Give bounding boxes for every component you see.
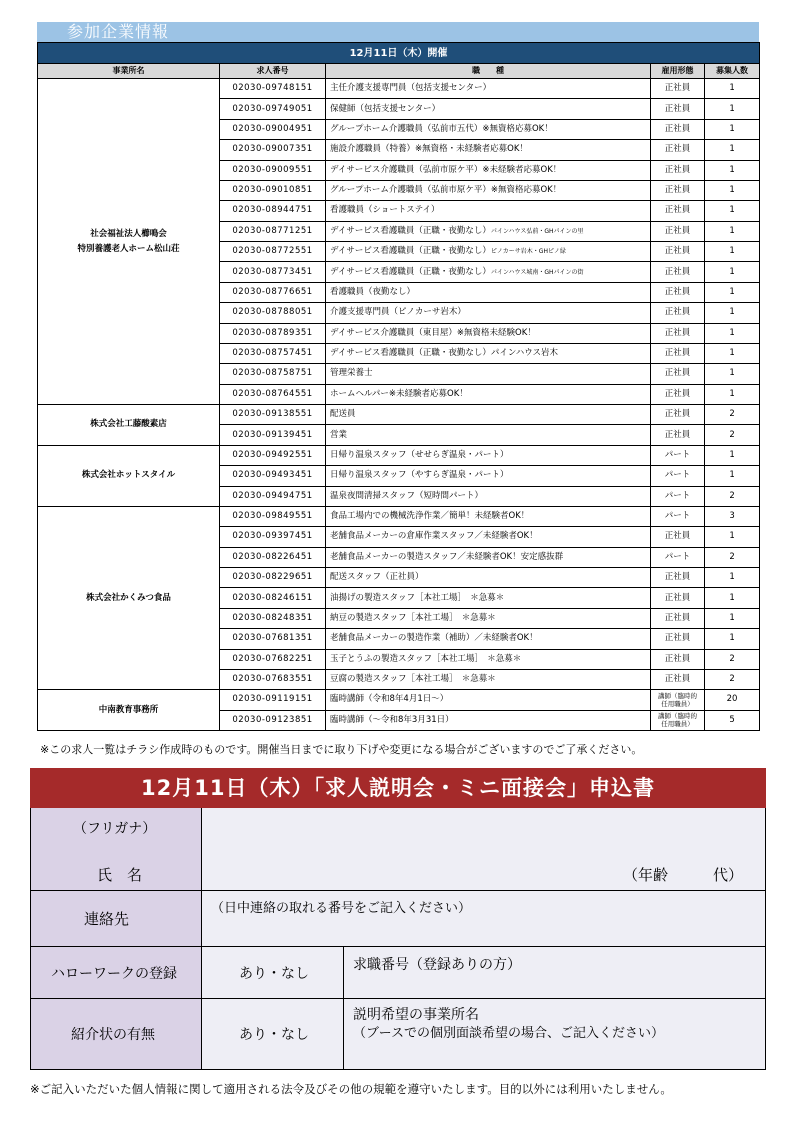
job-number: 02030-09849551 [220,506,326,526]
job-number: 02030-09007351 [220,140,326,160]
employment-type: 正社員 [651,384,705,404]
job-title: グループホーム介護職員（弘前市原ケ平）※無資格応募OK！ [330,185,562,196]
job-number: 02030-08758751 [220,364,326,384]
job-title: 老舗食品メーカーの製造作業（補助）／未経験者OK！ [330,633,538,644]
employment-type: 正社員 [651,303,705,323]
openings-count: 2 [705,669,760,689]
job-number: 02030-08776651 [220,282,326,302]
table-row [38,405,760,425]
job-title-cell [326,608,651,628]
job-title-cell [326,466,651,486]
job-number: 02030-08944751 [220,201,326,221]
job-number: 02030-08226451 [220,547,326,567]
employment-type: パート [651,466,705,486]
job-number: 02030-08248351 [220,608,326,628]
job-title-cell [326,160,651,180]
openings-count: 1 [705,568,760,588]
job-title: デイサービス看護職員（正職・夜勤なし） [330,266,491,277]
employment-type: 正社員 [651,201,705,221]
employment-type: 正社員 [651,629,705,649]
form-divider [343,946,344,1069]
col-header-job-number: 求人番号 [220,64,326,79]
employment-type: 正社員 [651,405,705,425]
job-title-cell [326,486,651,506]
job-title-cell [326,242,651,262]
job-title-cell [326,99,651,119]
referral-choice[interactable]: あり・なし [239,1027,309,1043]
table-row [38,506,760,526]
employment-type: 正社員 [651,99,705,119]
company-name: 株式会社ホットスタイル [38,445,220,506]
job-seeker-number-label: 求職番号（登録ありの方） [353,957,521,973]
job-number: 02030-08772551 [220,242,326,262]
furigana-label: （フリガナ） [73,821,157,837]
age-label: （年齢 代） [623,866,744,884]
job-title-cell [326,79,651,99]
job-title-cell [326,568,651,588]
openings-count: 5 [705,710,760,730]
job-title-cell [326,445,651,465]
job-title-cell [326,547,651,567]
job-title: 油揚げの製造スタッフ［本社工場］ ＊急募＊ [330,592,505,603]
job-title: 老舗食品メーカーの製造スタッフ／未経験者OK！安定感抜群 [330,551,564,562]
job-number: 02030-08764551 [220,384,326,404]
employment-type: 正社員 [651,119,705,139]
job-title: 日帰り温泉スタッフ（やすらぎ温泉・パート） [330,470,509,481]
job-number: 02030-07681351 [220,629,326,649]
job-title: 納豆の製造スタッフ［本社工場］ ＊急募＊ [330,612,496,623]
job-number: 02030-08789351 [220,323,326,343]
job-number: 02030-09004951 [220,119,326,139]
col-header-openings: 募集人数 [705,64,760,79]
openings-count: 2 [705,425,760,445]
company-name: 社会福祉法人櫛鳴会 特別養護老人ホーム松山荘 [38,79,220,405]
referral-label: 紹介状の有無 [71,1027,155,1043]
job-title-cell [326,180,651,200]
company-name: 中南教育事務所 [38,690,220,731]
job-title: 保健師（包括支援センター） [330,103,441,114]
job-location: パインハウス弘前・GHパインの里 [490,227,584,235]
openings-count: 1 [705,201,760,221]
job-number: 02030-09123851 [220,710,326,730]
form-divider [201,808,202,1069]
openings-count: 1 [705,303,760,323]
openings-count: 2 [705,649,760,669]
job-title-cell [326,527,651,547]
job-number: 02030-08771251 [220,221,326,241]
listing-note: ※この求人一覧はチラシ作成時のものです。開催当日までに取り下げや変更になる場合がございますのでご了承ください。 [40,743,643,756]
job-number: 02030-09010851 [220,180,326,200]
job-title: 施設介護職員（特養）※無資格・未経験者応募OK！ [330,144,528,155]
employment-type: 正社員 [651,588,705,608]
job-title: 看護職員（ショートステイ） [330,205,440,216]
desired-company-hint: （ブースでの個別面談希望の場合、ご記入ください） [353,1026,664,1041]
openings-count: 1 [705,629,760,649]
job-title-cell [326,384,651,404]
employment-type: 正社員 [651,140,705,160]
openings-count: 1 [705,527,760,547]
job-number: 02030-07682251 [220,649,326,669]
job-title-cell [326,669,651,689]
openings-count: 1 [705,180,760,200]
job-title: 食品工場内での機械洗浄作業／簡単！未経験者OK！ [330,511,530,522]
job-number: 02030-09139451 [220,425,326,445]
openings-count: 2 [705,547,760,567]
openings-count: 1 [705,323,760,343]
col-header-company: 事業所名 [38,64,220,79]
job-listing-table [37,42,760,731]
job-number: 02030-08229651 [220,568,326,588]
job-title: 豆腐の製造スタッフ［本社工場］ ＊急募＊ [330,674,496,685]
openings-count: 1 [705,445,760,465]
openings-count: 1 [705,364,760,384]
job-number: 02030-09397451 [220,527,326,547]
job-title: 管理栄養士 [330,368,373,379]
job-number: 02030-09119151 [220,690,326,710]
openings-count: 1 [705,221,760,241]
job-title: 玉子とうふの製造スタッフ［本社工場］ ＊急募＊ [330,653,522,664]
contact-label: 連絡先 [84,910,130,928]
job-title-cell [326,364,651,384]
job-title: 臨時講師（～令和8年3月31日） [330,714,454,725]
job-title: 配送スタッフ（正社員） [330,572,424,583]
employment-type: 正社員 [651,221,705,241]
employment-type: パート [651,445,705,465]
openings-count: 1 [705,282,760,302]
company-name: 株式会社工藤酸素店 [38,405,220,446]
job-number: 02030-09492551 [220,445,326,465]
employment-type: 正社員 [651,323,705,343]
employment-type: パート [651,547,705,567]
job-table-wrap [37,42,759,731]
employment-type: 正社員 [651,669,705,689]
job-title: デイサービス看護職員（正職・夜勤なし） [330,246,491,257]
job-title: デイサービス看護職員（正職・夜勤なし） [330,225,491,236]
job-location: ピノカーサ岩木・GHピノ緑 [490,248,566,256]
job-number: 02030-09138551 [220,405,326,425]
form-divider [31,890,766,891]
employment-type: 正社員 [651,282,705,302]
openings-count: 3 [705,506,760,526]
job-title-cell [326,119,651,139]
privacy-note: ※ご記入いただいた個人情報に関して適用される法令及びその他の規範を遵守いたします。目的以外には利用いたしません。 [30,1082,672,1096]
form-divider [31,946,766,947]
job-title: 臨時講師（令和8年4月1日～） [330,694,449,705]
openings-count: 1 [705,466,760,486]
job-title: 配送員 [330,409,356,420]
employment-type: 正社員 [651,527,705,547]
job-location: パインハウス城南・GHパインの街 [490,268,584,276]
job-title-cell [326,405,651,425]
openings-count: 2 [705,486,760,506]
job-title: デイサービス看護職員（正職・夜勤なし）パインハウス岩木 [330,348,559,359]
name-label: 氏 名 [97,866,143,884]
event-date-label: 12月11日（木）開催 [38,43,760,64]
job-title-cell [326,323,651,343]
job-title-cell [326,140,651,160]
job-number: 02030-08788051 [220,303,326,323]
table-row [38,690,760,710]
table-row [38,445,760,465]
job-title-cell [326,262,651,282]
job-title: 温泉夜間清掃スタッフ（短時間パート） [330,490,484,501]
contact-hint: （日中連絡の取れる番号をご記入ください） [211,901,472,916]
job-title-cell [326,690,651,710]
job-number: 02030-09748151 [220,79,326,99]
job-number: 02030-07683551 [220,669,326,689]
hellowork-choice[interactable]: あり・なし [239,966,309,982]
job-number: 02030-08246151 [220,588,326,608]
job-title-cell [326,303,651,323]
openings-count: 20 [705,690,760,710]
employment-type: 正社員 [651,568,705,588]
openings-count: 1 [705,588,760,608]
company-name: 株式会社かくみつ食品 [38,506,220,689]
openings-count: 1 [705,242,760,262]
job-title-cell [326,201,651,221]
col-header-employment: 雇用形態 [651,64,705,79]
hellowork-label: ハローワークの登録 [51,966,177,982]
employment-type: 正社員 [651,425,705,445]
job-title-cell [326,343,651,363]
job-number: 02030-09749051 [220,99,326,119]
openings-count: 1 [705,79,760,99]
employment-type: 正社員 [651,343,705,363]
event-date-row [38,43,760,64]
job-title-cell [326,588,651,608]
job-title: 看護職員（夜勤なし） [330,286,416,297]
job-title-cell [326,649,651,669]
openings-count: 1 [705,384,760,404]
job-number: 02030-08773451 [220,262,326,282]
job-title: 日帰り温泉スタッフ（せせらぎ温泉・パート） [330,449,509,460]
job-title: 老舗食品メーカーの倉庫作業スタッフ／未経験者OK！ [330,531,538,542]
openings-count: 2 [705,405,760,425]
employment-type: 正社員 [651,262,705,282]
job-title: ホームヘルパー※未経験者応募OK！ [330,388,468,399]
job-title-cell [326,710,651,730]
employment-type: 正社員 [651,608,705,628]
job-title-cell [326,425,651,445]
job-title: デイサービス介護職員（東目屋）※無資格未経験OK！ [330,327,536,338]
openings-count: 1 [705,262,760,282]
job-title-cell [326,629,651,649]
job-number: 02030-09009551 [220,160,326,180]
application-form-title: 12月11日（木）「求人説明会・ミニ面接会」申込書 [30,768,766,808]
openings-count: 1 [705,99,760,119]
job-number: 02030-09494751 [220,486,326,506]
employment-type: 正社員 [651,160,705,180]
openings-count: 1 [705,160,760,180]
form-divider [31,998,766,999]
column-header-row [38,64,760,79]
employment-type: 正社員 [651,649,705,669]
table-row [38,79,760,99]
job-title-cell [326,506,651,526]
job-title: デイサービス介護職員（弘前市原ケ平）※未経験者応募OK！ [330,164,562,175]
job-title: 営業 [330,429,348,440]
job-title: 介護支援専門員（ピノカーサ岩木） [330,307,466,318]
openings-count: 1 [705,140,760,160]
employment-type: 正社員 [651,180,705,200]
job-title-cell [326,282,651,302]
openings-count: 1 [705,119,760,139]
employment-type: 正社員 [651,364,705,384]
openings-count: 1 [705,608,760,628]
application-form [30,808,766,1070]
section-title: 参加企業情報 [37,22,759,42]
employment-type: パート [651,506,705,526]
employment-type: 正社員 [651,79,705,99]
job-title: グループホーム介護職員（弘前市五代）※無資格応募OK！ [330,123,553,134]
employment-type: 講師（臨時的任用職員） [651,710,705,730]
desired-company-label: 説明希望の事業所名 [353,1007,479,1023]
job-title: 主任介護支援専門員（包括支援センター） [330,83,492,94]
job-number: 02030-09493451 [220,466,326,486]
job-number: 02030-08757451 [220,343,326,363]
openings-count: 1 [705,343,760,363]
employment-type: 講師（臨時的任用職員） [651,690,705,710]
job-title-cell [326,221,651,241]
employment-type: 正社員 [651,242,705,262]
employment-type: パート [651,486,705,506]
col-header-job-type: 職 種 [326,64,651,79]
